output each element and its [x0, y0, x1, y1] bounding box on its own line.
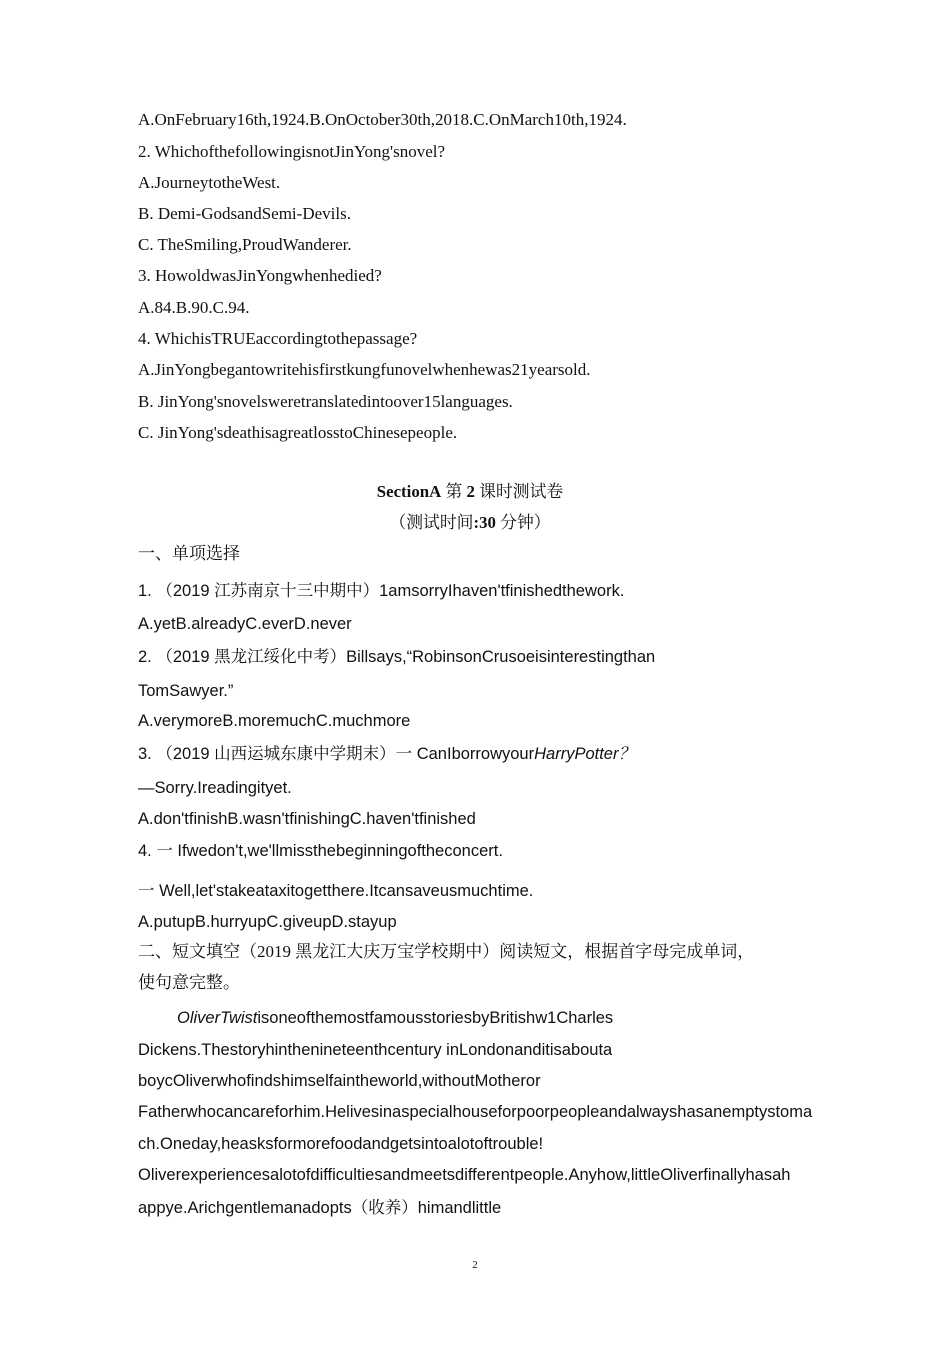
- q4-stem: 4. WhichisTRUEaccordingtothepassage?: [138, 329, 418, 348]
- p1-q4-options: A.putupB.hurryupC.giveupD.stayup: [138, 913, 397, 931]
- p1-q1-options: A.yetB.alreadyC.everD.never: [138, 615, 352, 633]
- section-title-cjk: 第: [441, 482, 467, 501]
- p1-q2-options: A.verymoreB.moremuchC.muchmore: [138, 712, 411, 730]
- p1-q4-reply: 一 Well,let'stakeataxitogetthere.Itcansaveusmuchtime.: [138, 882, 534, 900]
- p1-q3-book-title: HarryPotter: [534, 745, 619, 763]
- q4-option-c: C. JinYong'sdeathisagreatlosstoChinesepeople.: [138, 423, 458, 442]
- p1-q4-stem: 4. 一 Ifwedon't,we'llmissthebeginningoftheconcert.: [138, 842, 503, 860]
- passage-line-3: boycOliverwhofindshimselfaintheworld,withoutMotheror: [138, 1072, 541, 1090]
- section-title-num: 2: [466, 482, 475, 501]
- part1-heading: 一、单项选择: [138, 544, 240, 563]
- p1-q3-stem-post: ？: [618, 745, 635, 763]
- section-title-latin: SectionA: [376, 482, 442, 501]
- test-time-open: （测试时间: [389, 513, 474, 532]
- q4-option-b: B. JinYong'snovelsweretranslatedintoover15languages.: [138, 392, 513, 411]
- p1-q2-stem-line2: TomSawyer.”: [138, 682, 234, 700]
- test-time: [0, 512, 940, 534]
- part2-heading-line1: 二、短文填空（2019 黑龙江大庆万宝学校期中）阅读短文，根据首字母完成单词，: [138, 942, 755, 961]
- passage-line-1-rest: isoneofthemostfamousstoriesbyBritishw1Charles: [257, 1009, 614, 1027]
- p1-q3-stem-pre: 3. （2019 山西运城东康中学期末）一 CanIborrowyour: [138, 745, 535, 763]
- test-time-value: :30: [473, 513, 496, 532]
- q1-options: A.OnFebruary16th,1924.B.OnOctober30th,2018.C.OnMarch10th,1924.: [138, 110, 627, 129]
- test-time-close: 分钟）: [495, 513, 551, 532]
- p1-q1-stem: 1. （2019 江苏南京十三中期中）1amsorryIhaven'tfinishedthework.: [138, 582, 625, 600]
- section-title: [0, 481, 940, 503]
- q2-option-c: C. TheSmiling,ProudWanderer.: [138, 235, 352, 254]
- q2-option-a: A.JourneytotheWest.: [138, 173, 281, 192]
- part2-heading-line2: 使句意完整。: [138, 973, 240, 992]
- passage-book-title: OliverTwist: [177, 1009, 258, 1027]
- passage-line-4: Fatherwhocancareforhim.Helivesinaspecialhouseforpoorpeopleandalwayshasanemptystoma: [138, 1103, 813, 1121]
- q3-stem: 3. HowoldwasJinYongwhenhedied?: [138, 266, 382, 285]
- p1-q3-options: A.don'tfinishB.wasn'tfinishingC.haven'tfinished: [138, 810, 476, 828]
- passage-line-2: Dickens.Thestoryhinthenineteenthcentury inLondonanditisabouta: [138, 1041, 613, 1059]
- passage-line-1: [177, 1007, 613, 1029]
- section-title-rest: 课时测试卷: [474, 482, 564, 501]
- passage-line-7: appye.Arichgentlemanadopts（收养）himandlittle: [138, 1199, 502, 1217]
- q2-stem: 2. WhichofthefollowingisnotJinYong'snovel?: [138, 142, 446, 161]
- passage-line-6: Oliverexperiencesalotofdifficultiesandmeetsdifferentpeople.Anyhow,littleOliverfinallyhasah: [138, 1166, 791, 1184]
- p1-q2-stem-line1: 2. （2019 黑龙江绥化中考）Billsays,“RobinsonCrusoeisinterestingthan: [138, 648, 656, 666]
- passage-line-5: ch.Oneday,heasksformorefoodandgetsintoalotoftrouble!: [138, 1135, 544, 1153]
- page-number: 2: [472, 1259, 478, 1271]
- q2-option-b: B. Demi-GodsandSemi-Devils.: [138, 204, 351, 223]
- p1-q3-stem: [138, 743, 635, 765]
- q3-options: A.84.B.90.C.94.: [138, 298, 250, 317]
- p1-q3-reply: —Sorry.Ireadingityet.: [138, 779, 292, 797]
- q4-option-a: A.JinYongbegantowritehisfirstkungfunovelwhenhewas21yearsold.: [138, 360, 591, 379]
